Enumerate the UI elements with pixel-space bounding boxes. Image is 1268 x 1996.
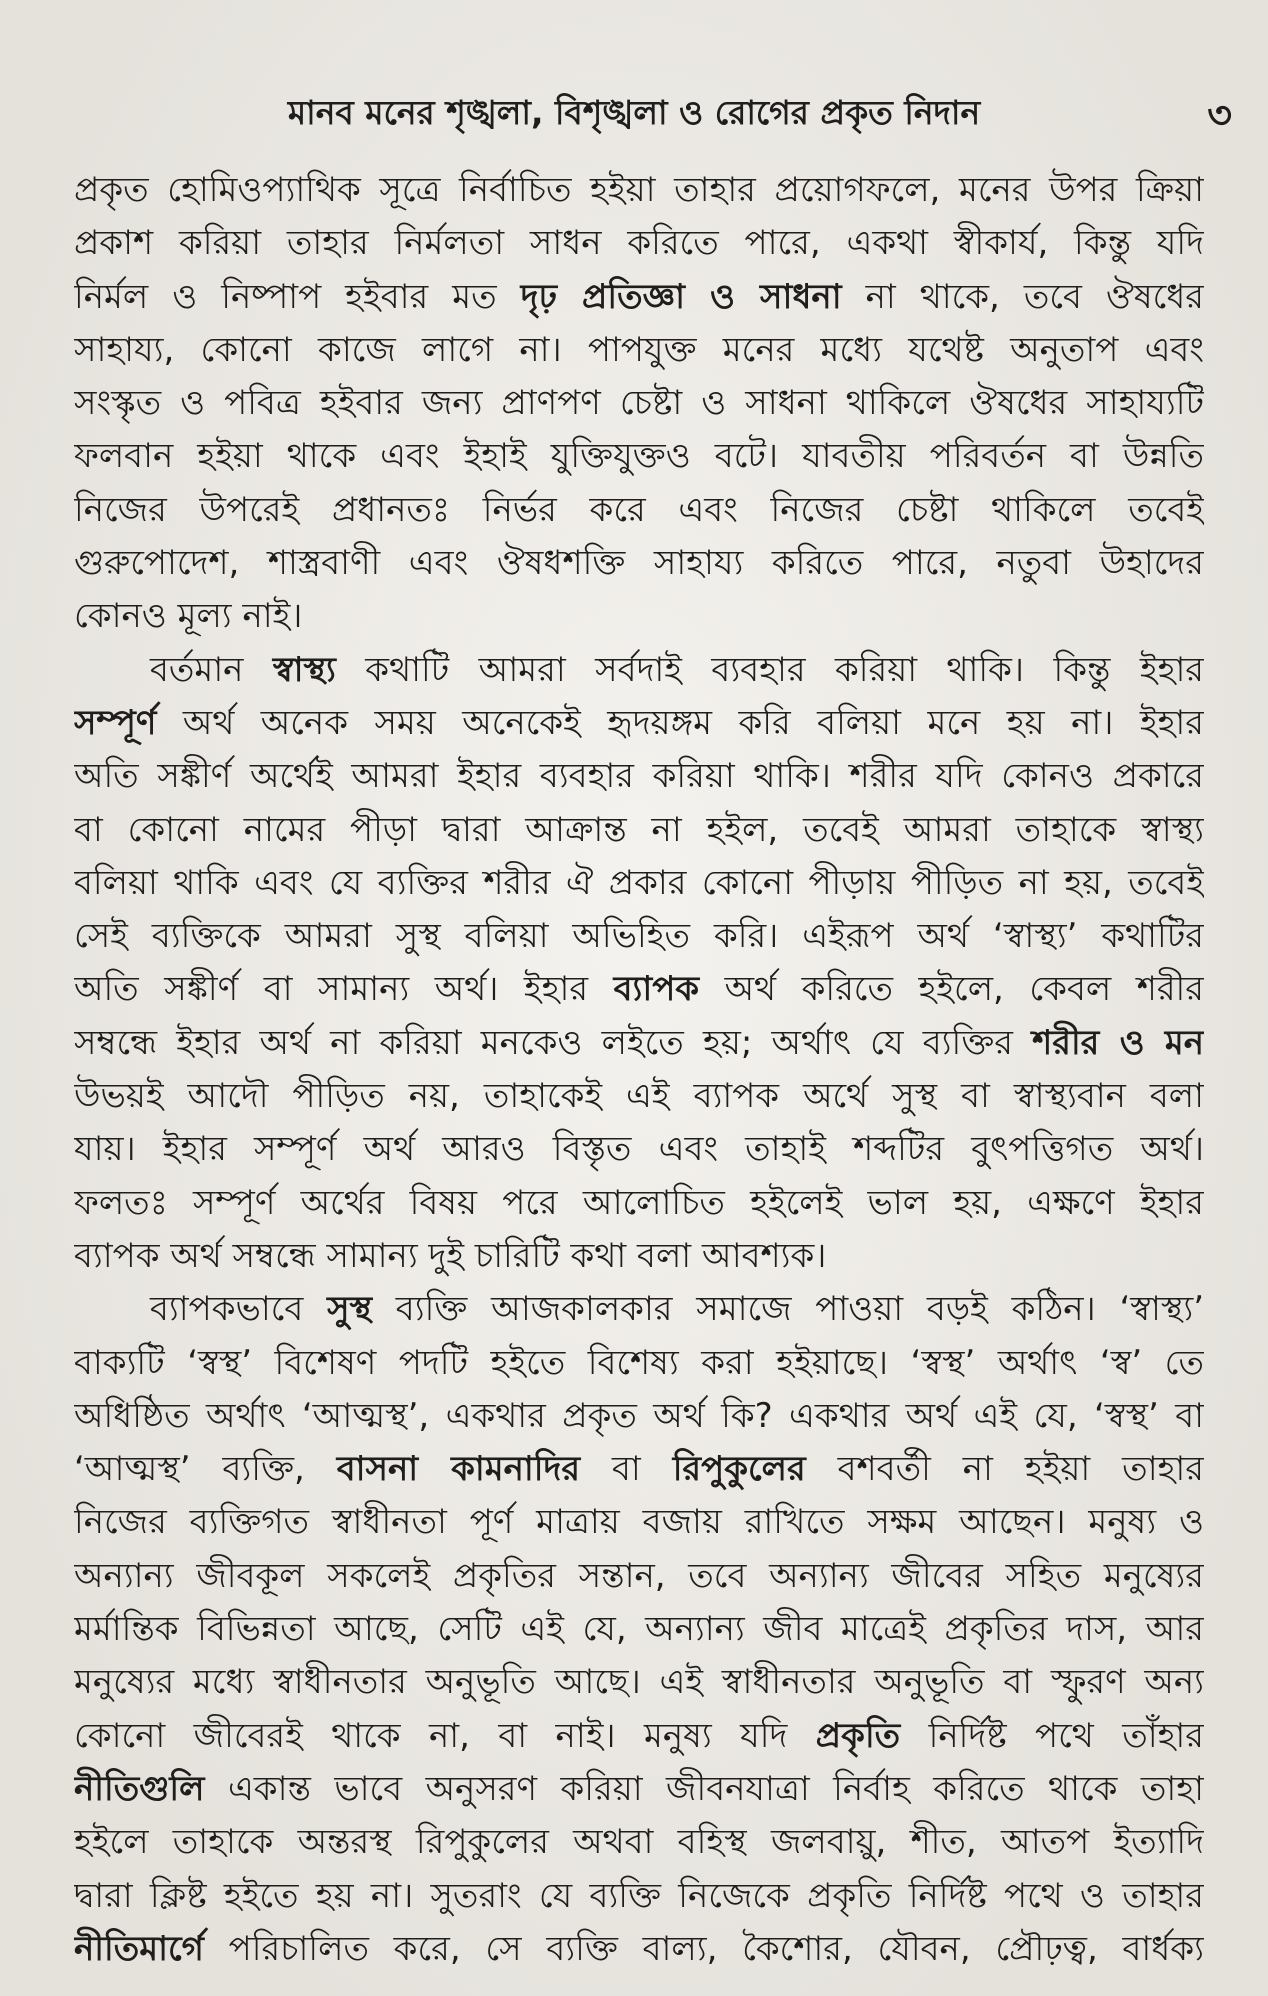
text-line	[74, 644, 1204, 697]
bold-text-run: প্রকৃতি	[815, 1715, 901, 1756]
text-run: সম্বন্ধে ইহার অর্থ না করিয়া মনকেও লইতে হয়; অর্থাৎ যে ব্যক্তির	[74, 1022, 1033, 1063]
text-line	[74, 804, 1204, 857]
text-run: কোনো জীবেরই থাকে না, বা নাই। মনুষ্য যদি	[74, 1715, 816, 1756]
text-line	[74, 324, 1204, 377]
text-run: ফলতঃ সম্পূর্ণ অর্থের বিষয় পরে আলোচিত হইলেই ভাল হয়, এক্ষণে ইহার	[74, 1182, 1204, 1223]
text-run: নিজের উপরেই প্রধানতঃ নির্ভর করে এবং নিজের চেষ্টা থাকিলে তবেই	[74, 489, 1204, 530]
text-line	[74, 484, 1204, 537]
text-run: একান্ত ভাবে অনুসরণ করিয়া জীবনযাত্রা নির্বাহ করিতে থাকে তাহা	[204, 1768, 1204, 1809]
text-run: অতি সঙ্কীর্ণ বা সামান্য অর্থ। ইহার	[74, 969, 614, 1010]
text-run: অতি সঙ্কীর্ণ অর্থেই আমরা ইহার ব্যবহার করিয়া থাকি। শরীর যদি কোনও প্রকারে	[74, 756, 1204, 797]
text-line	[74, 697, 1204, 750]
text-run: পরিচালিত করে, সে ব্যক্তি বাল্য, কৈশোর, যৌবন, প্রৌঢ়ত্ব, বার্ধক্য	[203, 1928, 1204, 1969]
text-line	[74, 164, 1204, 217]
text-run: ব্যাপকভাবে	[150, 1289, 328, 1330]
bold-text-run: বাসনা কামনাদির	[336, 1449, 581, 1490]
paragraph	[74, 644, 1204, 1284]
text-line	[74, 590, 1204, 643]
paragraph	[74, 164, 1204, 644]
running-head: মানব মনের শৃঙ্খলা, বিশৃঙ্খলা ও রোগের প্রকৃত নিদান	[287, 93, 981, 132]
text-run: সাহায্য, কোনো কাজে লাগে না। পাপযুক্ত মনের মধ্যে যথেষ্ট অনুতাপ এবং	[74, 329, 1204, 370]
paragraph	[74, 1283, 1204, 1976]
text-run: নির্দিষ্ট পথে তাঁহার	[900, 1715, 1204, 1756]
text-run: মর্মান্তিক বিভিন্নতা আছে, সেটি এই যে, অন্যান্য জীব মাত্রেই প্রকৃতির দাস, আর	[74, 1609, 1204, 1650]
text-run: অর্থ করিতে হইলে, কেবল শরীর	[699, 969, 1204, 1010]
text-run: মনুষ্যের মধ্যে স্বাধীনতার অনুভূতি আছে। এই স্বাধীনতার অনুভূতি বা স্ফুরণ অন্য	[74, 1662, 1204, 1703]
text-line	[74, 377, 1204, 430]
bold-text-run: সুস্থ	[327, 1289, 373, 1330]
bold-text-run: শরীর ও মন	[1032, 1022, 1204, 1063]
text-run: প্রকাশ করিয়া তাহার নির্মলতা সাধন করিতে পারে, একথা স্বীকার্য, কিন্তু যদি	[74, 223, 1204, 264]
text-line	[74, 910, 1204, 963]
text-line	[74, 217, 1204, 270]
text-run: ব্যাপক অর্থ সম্বন্ধে সামান্য দুই চারিটি কথা বলা আবশ্যক।	[74, 1235, 827, 1276]
text-line	[74, 1017, 1204, 1070]
text-run: প্রকৃত হোমিওপ্যাথিক সূত্রে নির্বাচিত হইয়া তাহার প্রয়োগফলে, মনের উপর ক্রিয়া	[74, 170, 1204, 210]
text-run: নিজের ব্যক্তিগত স্বাধীনতা পূর্ণ মাত্রায় বজায় রাখিতে সক্ষম আছেন। মনুষ্য ও	[74, 1502, 1204, 1543]
text-run: অর্থ অনেক সময় অনেকেই হৃদয়ঙ্গম করি বলিয়া মনে হয় না। ইহার	[156, 702, 1204, 743]
text-run: হইলে তাহাকে অন্তরস্থ রিপুকুলের অথবা বহিস্থ জলবায়ু, শীত, আতপ ইত্যাদি	[74, 1822, 1204, 1863]
text-run: বা	[580, 1449, 673, 1490]
text-line	[74, 1070, 1204, 1123]
text-line	[74, 1123, 1204, 1176]
text-run: অধিষ্ঠিত অর্থাৎ ‘আত্মস্থ’, একথার প্রকৃত অর্থ কি? একথার অর্থ এই যে, ‘স্বস্থ’ বা	[74, 1395, 1204, 1436]
text-line	[74, 1443, 1204, 1496]
text-run: বা কোনো নামের পীড়া দ্বারা আক্রান্ত না হইল, তবেই আমরা তাহাকে স্বাস্থ্য	[74, 809, 1204, 850]
text-run: ব্যক্তি আজকালকার সমাজে পাওয়া বড়ই কঠিন। ‘স্বাস্থ্য’	[372, 1289, 1204, 1330]
text-run: ‘আত্মস্থ’ ব্যক্তি,	[74, 1449, 337, 1490]
text-line	[74, 271, 1204, 324]
bold-text-run: নীতিগুলি	[74, 1768, 205, 1809]
text-line	[74, 1870, 1204, 1923]
text-line	[74, 963, 1204, 1016]
bold-text-run: ব্যাপক	[613, 969, 700, 1010]
text-run: কোনও মূল্য নাই।	[74, 596, 303, 637]
text-line	[74, 1283, 1204, 1336]
text-line	[74, 1763, 1204, 1816]
text-line	[74, 537, 1204, 590]
page-number: ৩	[1207, 93, 1232, 137]
text-run: বাক্যটি ‘স্বস্থ’ বিশেষণ পদটি হইতে বিশেষ্য করা হইয়াছে। ‘স্বস্থ’ অর্থাৎ ‘স্ব’ তে	[74, 1342, 1204, 1383]
text-line	[74, 1816, 1204, 1869]
bold-text-run: রিপুকুলের	[672, 1449, 806, 1490]
text-line	[74, 1656, 1204, 1709]
bold-text-run: সম্পূর্ণ	[74, 702, 157, 743]
text-run: দ্বারা ক্লিষ্ট হইতে হয় না। সুতরাং যে ব্যক্তি নিজেকে প্রকৃতি নির্দিষ্ট পথে ও তাহার	[74, 1875, 1204, 1916]
bold-text-run: নীতিমার্গে	[74, 1928, 204, 1969]
text-line	[74, 1496, 1204, 1549]
text-run: বশবর্তী না হইয়া তাহার	[805, 1449, 1204, 1490]
text-run: না থাকে, তবে ঔষধের	[841, 276, 1204, 317]
text-line	[74, 1390, 1204, 1443]
text-run: উভয়ই আদৌ পীড়িত নয়, তাহাকেই এই ব্যাপক অর্থে সুস্থ বা স্বাস্থ্যবান বলা	[74, 1076, 1204, 1117]
body-text	[74, 164, 1204, 1976]
bold-text-run: দৃঢ় প্রতিজ্ঞা ও সাধনা	[520, 276, 842, 317]
text-run: সেই ব্যক্তিকে আমরা সুস্থ বলিয়া অভিহিত করি। এইরূপ অর্থ ‘স্বাস্থ্য’ কথাটির	[74, 916, 1204, 957]
text-line	[74, 1177, 1204, 1230]
text-run: সংস্কৃত ও পবিত্র হইবার জন্য প্রাণপণ চেষ্টা ও সাধনা থাকিলে ঔষধের সাহায্যটি	[74, 383, 1204, 424]
text-line	[74, 1603, 1204, 1656]
text-run: গুরুপোদেশ, শাস্ত্রবাণী এবং ঔষধশক্তি সাহায্য করিতে পারে, নতুবা উহাদের	[74, 543, 1204, 584]
text-line	[74, 1923, 1204, 1976]
bold-text-run: স্বাস্থ্য	[272, 649, 336, 690]
text-line	[74, 857, 1204, 910]
text-line	[74, 1710, 1204, 1763]
text-run: যায়। ইহার সম্পূর্ণ অর্থ আরও বিস্তৃত এবং তাহাই শব্দটির বুৎপত্তিগত অর্থ।	[74, 1129, 1204, 1170]
text-line	[74, 1550, 1204, 1603]
text-run: বলিয়া থাকি এবং যে ব্যক্তির শরীর ঐ প্রকার কোনো পীড়ায় পীড়িত না হয়, তবেই	[74, 862, 1204, 903]
text-run: ফলবান হইয়া থাকে এবং ইহাই যুক্তিযুক্তও বটে। যাবতীয় পরিবর্তন বা উন্নতি	[74, 436, 1204, 477]
text-line	[74, 430, 1204, 483]
text-run: নির্মল ও নিষ্পাপ হইবার মত	[74, 276, 521, 317]
text-run: কথাটি আমরা সর্বদাই ব্যবহার করিয়া থাকি। কিন্তু ইহার	[335, 649, 1204, 690]
text-run: অন্যান্য জীবকূল সকলেই প্রকৃতির সন্তান, তবে অন্যান্য জীবের সহিত মনুষ্যের	[74, 1555, 1204, 1596]
text-line	[74, 1337, 1204, 1390]
text-line	[74, 1230, 1204, 1283]
text-line	[74, 750, 1204, 803]
text-run: বর্তমান	[150, 649, 273, 690]
